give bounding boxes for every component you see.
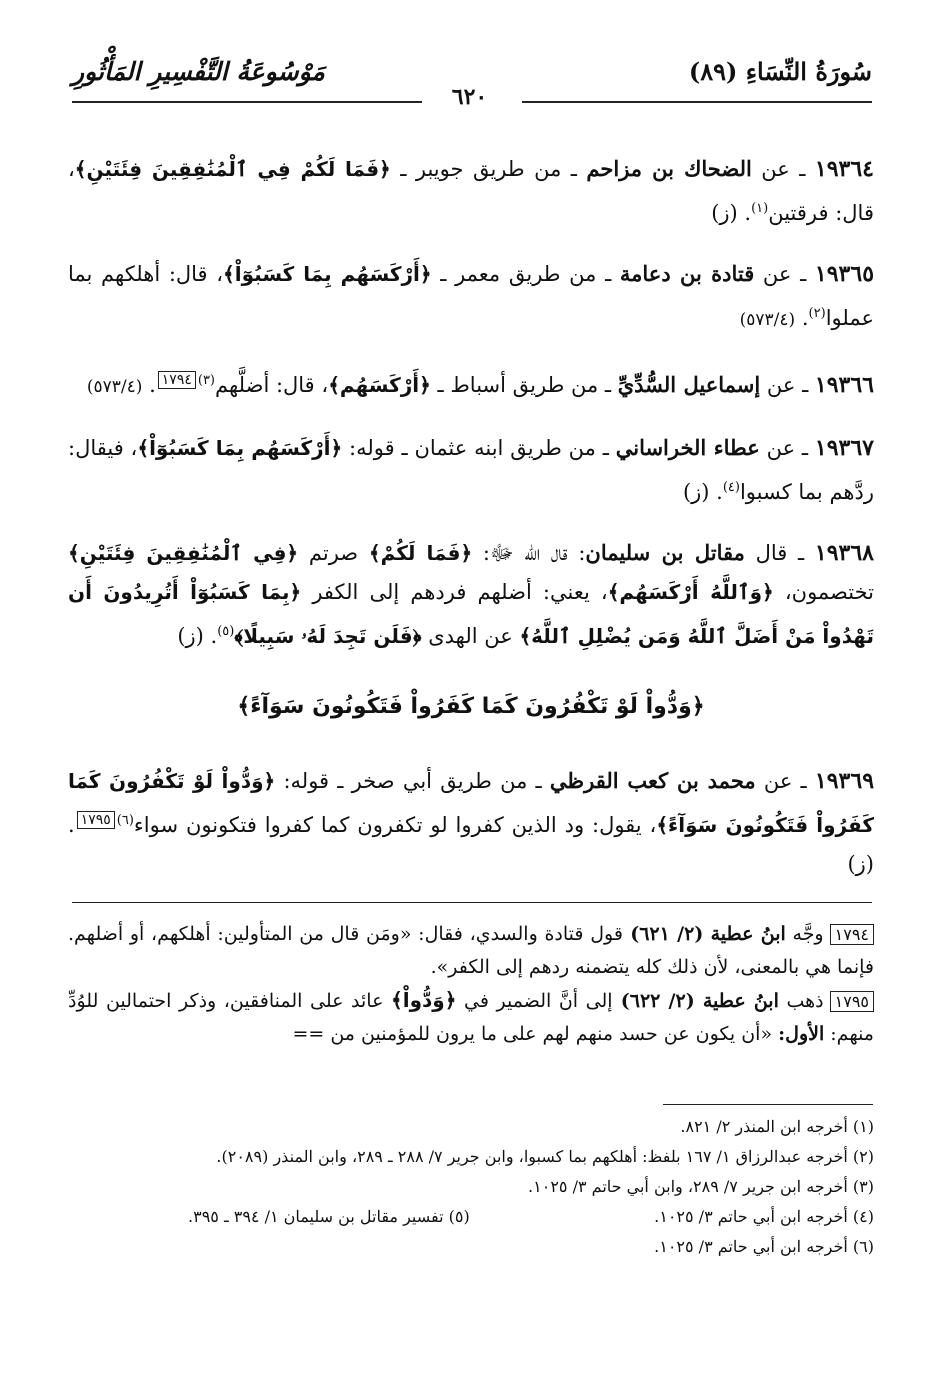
quran-quote: ﴿وَدُّواْ لَوْ تَكْفُرُونَ كَمَا كَفَرُواْ فَتَكُونُونَ سَوَآءً﴾ xyxy=(68,769,875,837)
commentary-notes xyxy=(68,918,874,1051)
note-number-box: ١٧٩٤ xyxy=(830,924,874,945)
quran-quote: ﴿وَٱللَّهُ أَرْكَسَهُم﴾ xyxy=(607,580,774,604)
quran-quote: ﴿أَرْكَسَهُم﴾ xyxy=(328,373,431,397)
quran-quote: ﴿فَلَن تَجِدَ لَهُۥ سَبِيلًا﴾ xyxy=(234,624,422,648)
footnotes-divider xyxy=(663,1104,873,1105)
footnotes xyxy=(68,1112,874,1262)
footnote-2: (٢) أخرجه عبدالرزاق ١/ ١٦٧ بلفظ: أهلكهم بما كسبوا، وابن جرير ٧/ ٢٨٨ ـ ٢٨٩، وابن المنذر (٢٠٨٩). xyxy=(216,1147,874,1166)
quran-quote: ﴿فِي ٱلْمُنَٰفِقِينَ فِئَتَيْنِ﴾ xyxy=(68,541,299,565)
source-ref: (٥٧٣/٤) xyxy=(739,310,796,330)
footnote-marker: (٥) xyxy=(217,624,235,639)
entry-19369: ١٩٣٦٩ ـ عن محمد بن كعب القرظي ـ من طريق أبي صخر ـ قوله: ﴿وَدُّواْ لَوْ تَكْفُرُونَ كَمَا كَفَرُواْ فَتَكُونُونَ سَوَآءً﴾، يقول: ود الذين كفروا لو تكفرون كما كفروا فتكونون سواء$^{(٦)١٧٩٥}$. (ز) xyxy=(68,768,875,876)
running-header xyxy=(72,50,872,86)
note-1794: ١٧٩٤وجَّه ابنُ عطية (٢/ ٦٢١) قول قتادة والسدي، فقال: «ومَن قال من المتأولين: أهلكهم، أو أضلهم. فإنما هي بالمعنى، لأن ذلك كله يتضمنه ردهم إلى الكفر». xyxy=(68,923,874,978)
verse-heading: ﴿وَدُّواْ لَوْ تَكْفُرُونَ كَمَا كَفَرُواْ فَتَكُونُونَ سَوَآءً﴾ xyxy=(237,694,705,719)
note-1795: ١٧٩٥ذهب ابنُ عطية (٢/ ٦٢٢) إلى أنَّ الضمير في ﴿وَدُّواْ﴾ عائد على المنافقين، وذكر احتمالين للوُدِّ منهم: الأول: «أن يكون عن حسد منهم لهم على ما يرون للمؤمنين من == xyxy=(68,988,874,1045)
entry-19366: ١٩٣٦٦ ـ عن إسماعيل السُّدِّيِّ ـ من طريق أسباط ـ ﴿أَرْكَسَهُم﴾، قال: أضلَّهم$^{(٣)١٧٩٤}$. (٥٧٣/٤) xyxy=(86,372,874,398)
entry-19364: ١٩٣٦٤ ـ عن الضحاك بن مزاحم ـ من طريق جويبر ـ ﴿فَمَا لَكُمْ فِي ٱلْمُنَٰفِقِينَ فِئَتَيْنِ﴾، قال: فرقتين$^{(١)}$. (ز) xyxy=(68,156,874,225)
page-number: ٦٢٠ xyxy=(0,84,939,110)
footnote-marker: (٢) xyxy=(808,306,826,321)
quran-quote: ﴿بِمَا كَسَبُوٓاْ أَتُرِيدُونَ أَن تَهْدُواْ مَنْ أَضَلَّ ٱللَّهُ وَمَن يُضْلِلِ ٱللَّهُ﴾ xyxy=(68,580,874,648)
surah-title: سُورَةُ النِّسَاءِ (٨٩) xyxy=(688,57,872,86)
quran-quote: ﴿فَمَا لَكُمْ﴾ xyxy=(368,541,473,565)
notes-divider xyxy=(72,902,872,903)
note-number-box: ١٧٩٥ xyxy=(830,991,874,1012)
entry-19367: ١٩٣٦٧ ـ عن عطاء الخراساني ـ من طريق ابنه عثمان ـ قوله: ﴿أَرْكَسَهُم بِمَا كَسَبُوٓاْ﴾، فيقال: ردَّهم بما كسبوا$^{(٤)}$. (ز) xyxy=(68,435,874,504)
note-reference-box: ١٧٩٤ xyxy=(158,371,196,389)
quran-quote: ﴿وَدُّواْ﴾ xyxy=(391,988,457,1012)
quran-quote: ﴿أَرْكَسَهُم بِمَا كَسَبُوٓاْ﴾ xyxy=(223,262,432,286)
footnote-4: (٤) أخرجه ابن أبي حاتم ٣/ ١٠٢٥. xyxy=(654,1207,874,1226)
footnote-1: (١) أخرجه ابن المنذر ٢/ ٨٢١. xyxy=(680,1117,874,1136)
footnote-marker: (٦) xyxy=(116,813,134,828)
note-reference-box: ١٧٩٥ xyxy=(77,811,115,829)
footnote-3: (٣) أخرجه ابن جرير ٧/ ٢٨٩، وابن أبي حاتم ٣/ ١٠٢٥. xyxy=(528,1177,874,1196)
main-text xyxy=(68,128,874,898)
book-title: مَوْسُوعَةُ التَّفْسِيرِ المَأْثُورِ xyxy=(72,57,325,86)
footnote-6: (٦) أخرجه ابن أبي حاتم ٣/ ١٠٢٥. xyxy=(654,1237,874,1256)
footnote-marker: (٤) xyxy=(722,480,740,495)
quran-quote: ﴿فَمَا لَكُمْ فِي ٱلْمُنَٰفِقِينَ فِئَتَيْنِ﴾ xyxy=(74,157,391,181)
entry-19368: ١٩٣٦٨ ـ قال مقاتل بن سليمان: قال الله ﷻ: ﴿فَمَا لَكُمْ﴾ صرتم ﴿فِي ٱلْمُنَٰفِقِينَ فِئَتَيْنِ﴾ تختصمون، ﴿وَٱللَّهُ أَرْكَسَهُم﴾، يعني: أضلهم فردهم إلى الكفر ﴿بِمَا كَسَبُوٓاْ أَتُرِيدُونَ أَن تَهْدُواْ مَنْ أَضَلَّ ٱللَّهُ وَمَن يُضْلِلِ ٱللَّهُ﴾ عن الهدى ﴿فَلَن تَجِدَ لَهُۥ سَبِيلًا﴾$^{(٥)}$. (ز) xyxy=(68,540,875,648)
footnote-5: (٥) تفسير مقاتل بن سليمان ١/ ٣٩٤ ـ ٣٩٥. xyxy=(188,1207,470,1226)
quran-quote: ﴿أَرْكَسَهُم بِمَا كَسَبُوٓاْ﴾ xyxy=(137,436,343,460)
source-ref: (٥٧٣/٤) xyxy=(86,377,143,397)
footnote-marker: (٣) xyxy=(197,373,215,388)
footnote-row xyxy=(68,1202,874,1232)
footnote-marker: (١) xyxy=(751,201,769,216)
entry-19365: ١٩٣٦٥ ـ عن قتادة بن دعامة ـ من طريق معمر ـ ﴿أَرْكَسَهُم بِمَا كَسَبُوٓاْ﴾، قال: أهلكهم بما عملوا$^{(٢)}$. (٥٧٣/٤) xyxy=(68,261,875,330)
